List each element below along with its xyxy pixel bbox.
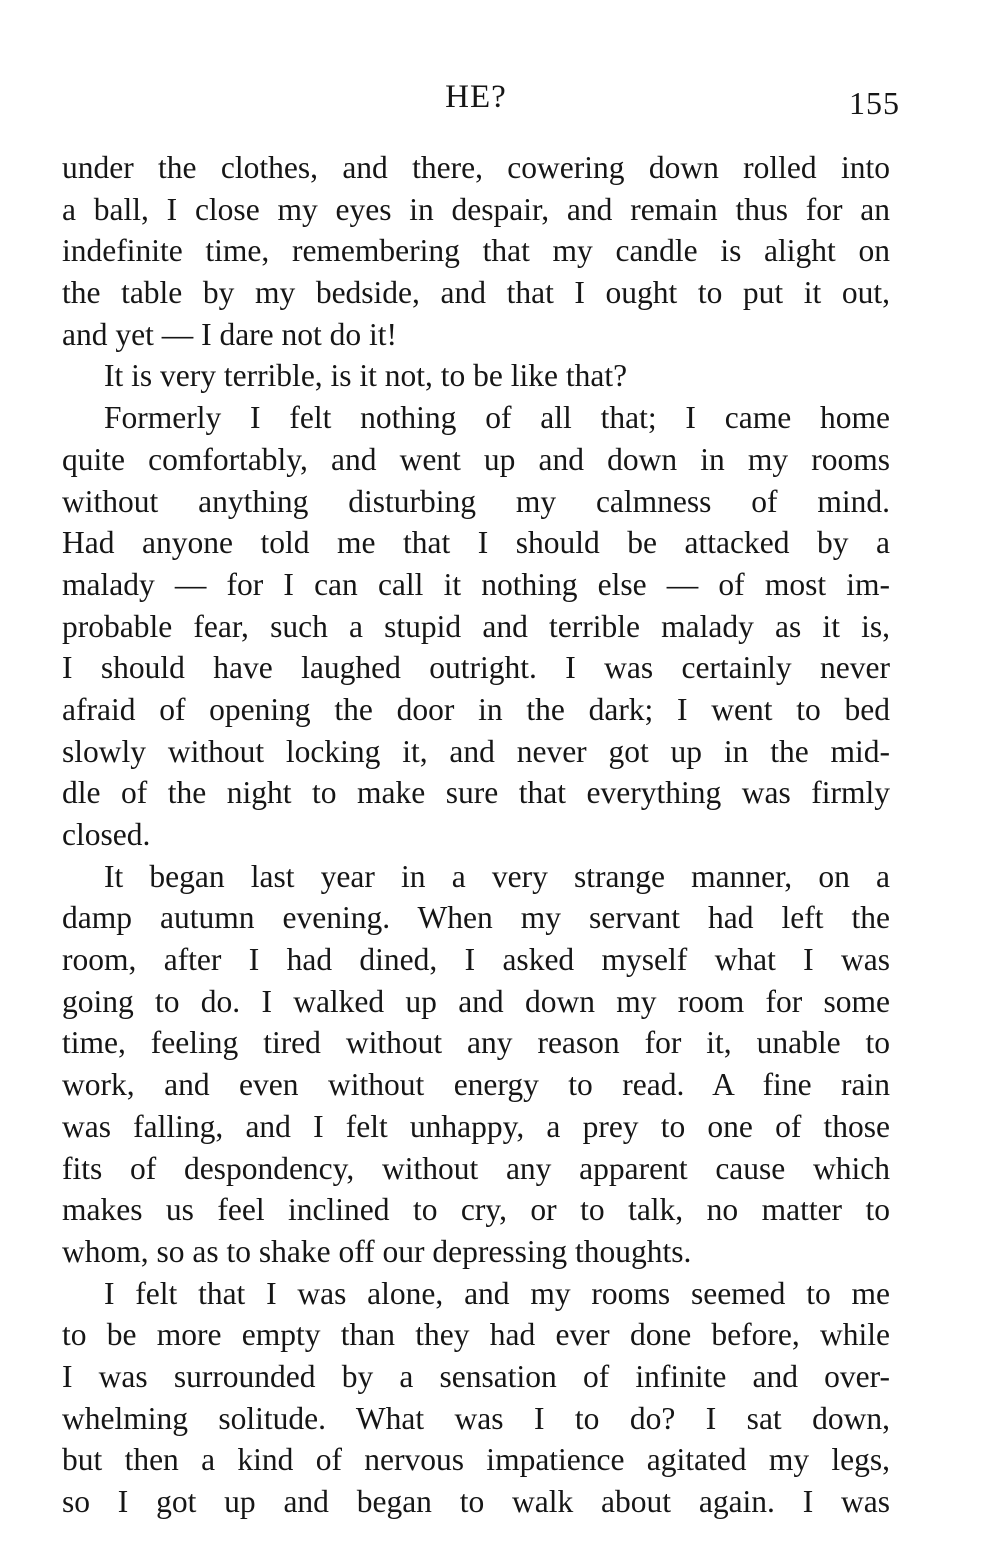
text-line: and yet — I dare not do it! (62, 316, 398, 352)
text-line: time, feeling tired without any reason for it, unable to (62, 1025, 890, 1061)
text-line: going to do. I walked up and down my room for some (62, 983, 890, 1019)
text-line: but then a kind of nervous impatience agitated my legs, (62, 1442, 890, 1478)
text-line: damp autumn evening. When my servant had left the (62, 900, 890, 936)
text-line: a ball, I close my eyes in despair, and remain thus for an (62, 191, 890, 227)
text-line: probable fear, such a stupid and terrible malady as it is, (62, 608, 890, 644)
text-line: indefinite time, remembering that my candle is alight on (62, 233, 890, 269)
page-number: 155 (849, 85, 900, 121)
text-line: under the clothes, and there, cowering down rolled into (62, 150, 890, 185)
text-line: without anything disturbing my calmness of mind. (62, 483, 890, 519)
text-line: slowly without locking it, and never got up in the mid- (62, 733, 890, 769)
text-line: Had anyone told me that I should be attacked by a (62, 525, 890, 561)
running-head (62, 74, 900, 121)
text-line: malady — for I can call it nothing else — of most im- (62, 566, 890, 602)
text-line: was falling, and I felt unhappy, a prey to one of those (62, 1108, 890, 1144)
text-line: afraid of opening the door in the dark; I went to bed (62, 691, 890, 727)
text-line: whelming solitude. What was I to do? I sat down, (62, 1400, 890, 1436)
text-line: quite comfortably, and went up and down in my rooms (62, 441, 890, 477)
text-line: Formerly I felt nothing of all that; I came home (104, 400, 890, 436)
text-line: It is very terrible, is it not, to be like that? (104, 358, 628, 394)
text-line: I felt that I was alone, and my rooms seemed to me (104, 1275, 890, 1311)
text-line: I should have laughed outright. I was certainly never (62, 650, 890, 686)
running-title: HE? (445, 79, 507, 115)
text-line: whom, so as to shake off our depressing thoughts. (62, 1233, 692, 1269)
text-line: to be more empty than they had ever done before, while (62, 1317, 890, 1353)
text-line: fits of despondency, without any apparent cause which (62, 1150, 890, 1186)
text-line: I was surrounded by a sensation of infinite and over- (62, 1358, 890, 1394)
text-line: dle of the night to make sure that everything was firmly (62, 775, 890, 811)
text-line: so I got up and began to walk about again. I was (62, 1484, 890, 1519)
text-line: It began last year in a very strange manner, on a (104, 858, 890, 894)
text-line: makes us feel inclined to cry, or to talk, no matter to (62, 1192, 890, 1228)
text-line: room, after I had dined, I asked myself what I was (62, 942, 890, 978)
text-line: closed. (62, 817, 151, 852)
body-text (62, 147, 890, 1523)
text-line: work, and even without energy to read. A fine rain (62, 1067, 890, 1103)
text-line: the table by my bedside, and that I ought to put it out, (62, 275, 890, 311)
